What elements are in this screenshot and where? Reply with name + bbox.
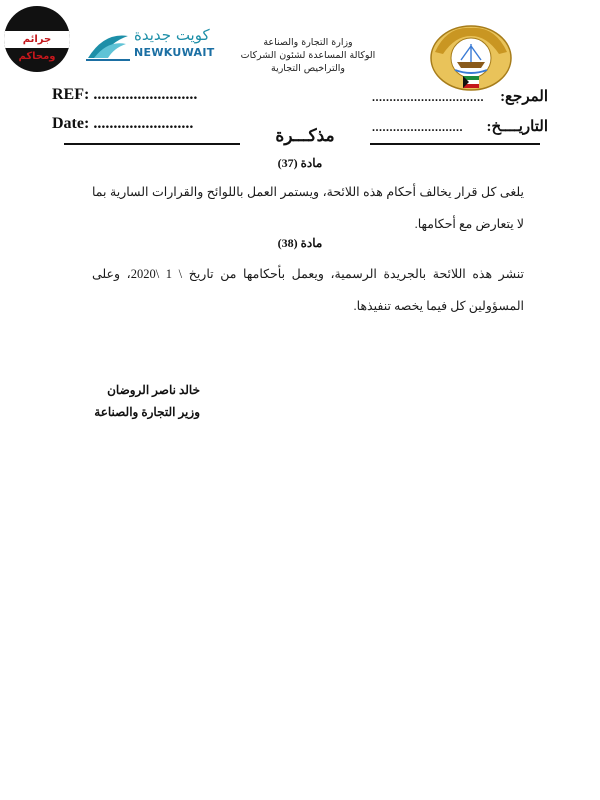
ministry-line-1: وزارة التجارة والصناعة xyxy=(263,37,353,48)
date-label-ar: التاريــــخ: xyxy=(486,119,548,135)
signatory-title: وزير التجارة والصناعة xyxy=(94,405,200,419)
title-rule-left xyxy=(64,143,240,145)
watermark-badge xyxy=(4,6,70,72)
signatory-name: خالد ناصر الروضان xyxy=(107,383,200,397)
date-dots-ar: .......................... xyxy=(372,120,463,134)
title-rule-right xyxy=(370,143,540,145)
new-kuwait-logo xyxy=(84,26,234,66)
article-37-text: يلغى كل قرار يخالف أحكام هذه اللائحة، ويستمر العمل باللوائح والقرارات السارية بما لا يتعارض مع أحكامها. xyxy=(92,185,524,231)
date-field-en: Date: ......................... xyxy=(52,115,194,132)
ref-field-ar xyxy=(372,87,548,106)
ministry-header xyxy=(238,36,378,75)
article-38-text: تنشر هذه اللائحة بالجريدة الرسمية، ويعمل بأحكامها من تاريخ \ 1 \2020، وعلى المسؤولين كل فيما يخصه تنفيذها. xyxy=(92,267,524,313)
article-37-heading: مادة (37) xyxy=(277,156,323,170)
new-kuwait-english: NEWKUWAIT xyxy=(134,46,215,59)
ministry-line-3: والتراخيص التجارية xyxy=(270,63,346,74)
date-field-ar xyxy=(372,117,548,136)
emblem-icon xyxy=(427,22,515,92)
ref-label-ar: المرجع: xyxy=(500,89,548,105)
ref-dots-ar: ................................ xyxy=(372,90,484,104)
badge-label: جرائم ومحاكم xyxy=(4,31,70,48)
ref-field-en: REF: .......................... xyxy=(52,86,198,103)
ministry-line-2: الوكالة المساعدة لشئون الشركات xyxy=(240,50,376,61)
new-kuwait-sail-icon xyxy=(84,28,132,64)
new-kuwait-arabic: كويت جديدة xyxy=(134,26,210,44)
article-38-heading: مادة (38) xyxy=(277,236,323,250)
memo-title: مذكـــرة xyxy=(275,126,335,145)
kuwait-emblem xyxy=(427,22,515,92)
